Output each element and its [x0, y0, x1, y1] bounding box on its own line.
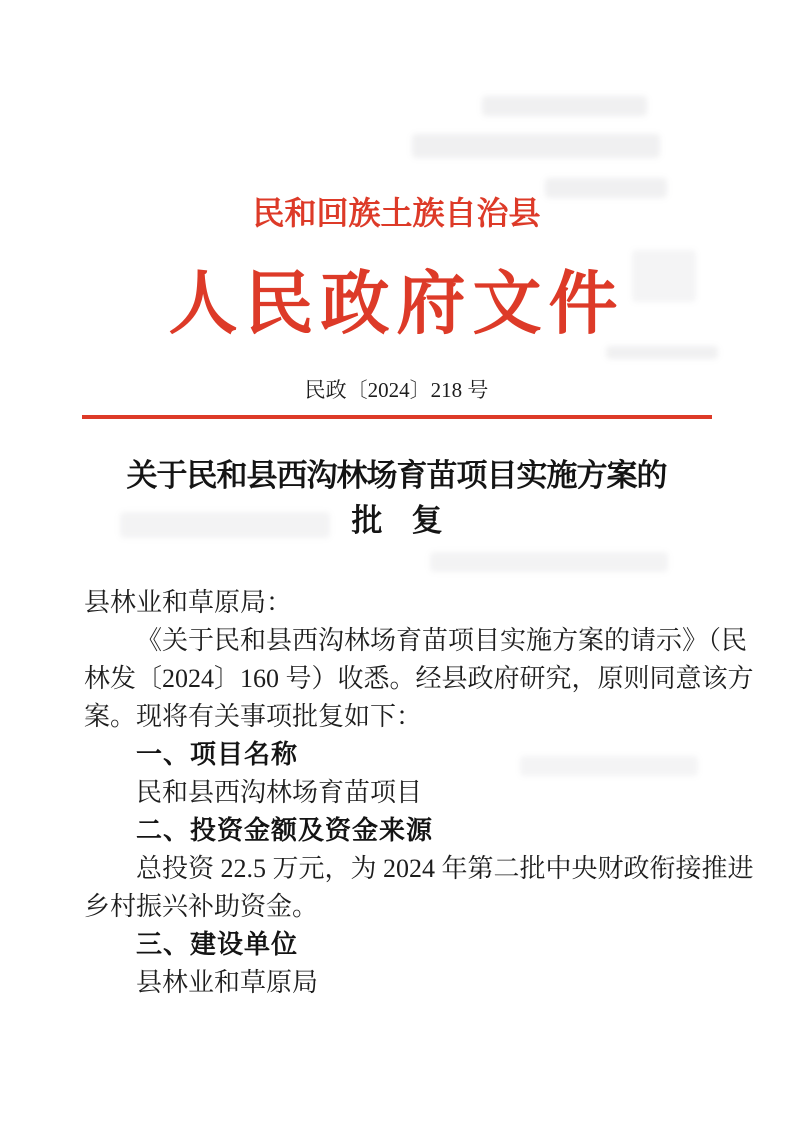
- show-through-artifact: [482, 96, 647, 116]
- issuing-authority-name: 民和回族土族自治县: [252, 195, 541, 231]
- investment-detail-line: 总投资 22.5 万元，为 2024 年第二批中央财政衔接推进: [136, 854, 754, 883]
- section-heading-project-name: 一、项目名称: [136, 740, 299, 770]
- document-body: [84, 584, 754, 1002]
- body-line: 林发〔2024〕160 号）收悉。经县政府研究，原则同意该方: [84, 664, 754, 693]
- show-through-artifact: [430, 552, 668, 572]
- salutation-line: 县林业和草原局：: [84, 588, 293, 617]
- document-title-line1: 关于民和县西沟林场育苗项目实施方案的: [126, 458, 667, 493]
- section-heading-construction-unit: 三、建设单位: [136, 930, 299, 960]
- show-through-artifact: [606, 346, 718, 359]
- investment-detail-line: 乡村振兴补助资金。: [84, 892, 319, 921]
- document-type-masthead: 人民政府文件: [168, 266, 625, 342]
- document-reference-number: 民政〔2024〕218 号: [304, 378, 489, 402]
- document-title: [0, 453, 793, 543]
- document-title-line2: 批 复: [351, 503, 442, 538]
- section-heading-investment: 二、投资金额及资金来源: [136, 816, 434, 846]
- body-line: 案。现将有关事项批复如下：: [84, 702, 423, 731]
- masthead-divider-rule: [82, 415, 712, 419]
- body-line: 《关于民和县西沟林场育苗项目实施方案的请示》（民: [136, 626, 748, 655]
- project-name-value: 民和县西沟林场育苗项目: [136, 778, 423, 807]
- show-through-artifact: [412, 134, 660, 158]
- construction-unit-value: 县林业和草原局: [136, 968, 319, 997]
